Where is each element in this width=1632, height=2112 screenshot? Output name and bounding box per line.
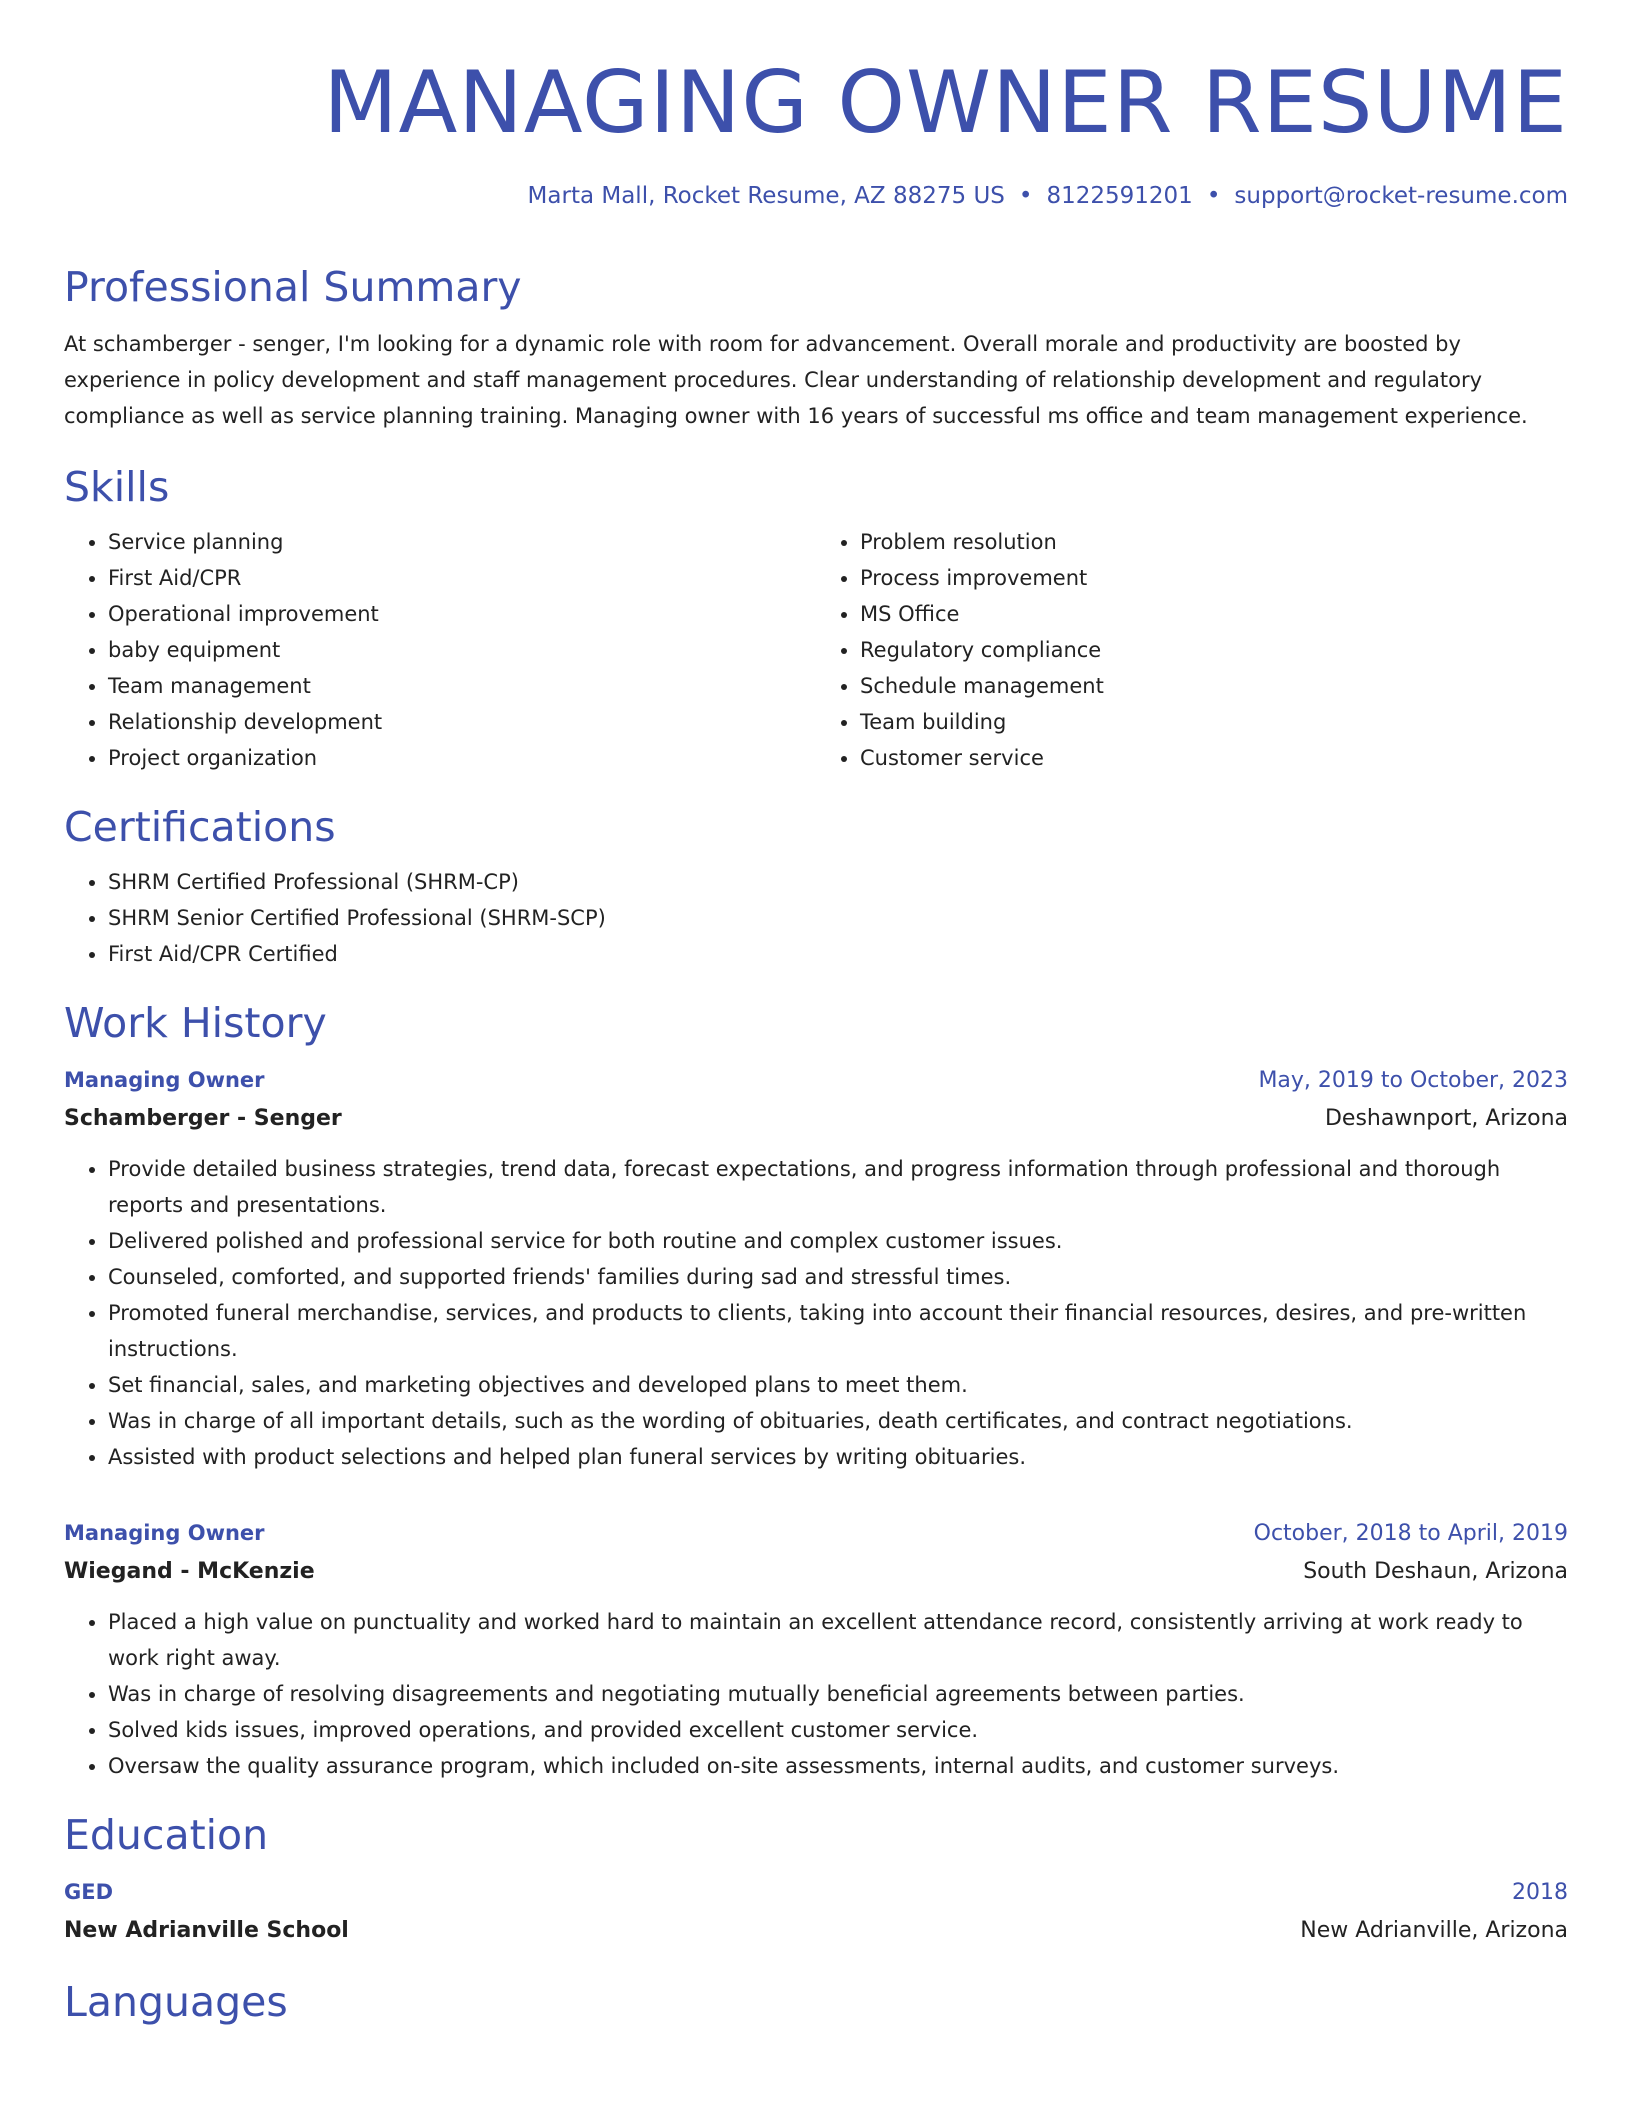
job-dates: October, 2018 to April, 2019 [1253, 1521, 1568, 1546]
skill-item: • Service planning [108, 524, 816, 560]
job-entry [64, 1515, 1568, 1784]
job-bullets [64, 1604, 1568, 1784]
job-bullet: • Was in charge of resolving disagreements and negotiating mutually beneficial agreements between parties. [108, 1676, 1568, 1712]
job-employer: Schamberger - Senger [64, 1106, 342, 1131]
job-employer-row [64, 1099, 1568, 1139]
job-title-row [64, 1062, 1568, 1099]
certifications-list [64, 864, 1568, 972]
education-year: 2018 [1512, 1880, 1568, 1905]
skills-columns [64, 516, 1568, 776]
section-heading-skills: Skills [64, 463, 170, 511]
education-degree-row [64, 1874, 1568, 1911]
job-bullet: • Counseled, comforted, and supported friends' families during sad and stressful times. [108, 1259, 1568, 1295]
certifications-section [64, 798, 1568, 972]
job-position: Managing Owner [64, 1521, 265, 1545]
skill-item: • Project organization [108, 740, 816, 776]
skill-item: • MS Office [860, 596, 1568, 632]
section-heading-languages: Languages [64, 1978, 288, 2026]
job-bullet: • Set financial, sales, and marketing objectives and developed plans to meet them. [108, 1367, 1568, 1403]
contact-email: support@rocket-resume.com [1234, 183, 1568, 209]
skill-item: • Problem resolution [860, 524, 1568, 560]
resume-title: MANAGING OWNER RESUME [323, 53, 1568, 153]
certification-item: • First Aid/CPR Certified [108, 936, 1568, 972]
job-employer: Wiegand - McKenzie [64, 1559, 315, 1584]
job-bullet: • Assisted with product selections and helped plan funeral services by writing obituaries. [108, 1439, 1568, 1475]
job-bullet: • Delivered polished and professional service for both routine and complex customer issues. [108, 1223, 1568, 1259]
education-entry [64, 1874, 1568, 1951]
contact-separator: • [1206, 183, 1221, 209]
job-dates: May, 2019 to October, 2023 [1258, 1068, 1568, 1093]
languages-section [64, 1973, 1568, 2031]
skill-item: • Customer service [860, 740, 1568, 776]
job-bullet: • Provide detailed business strategies, trend data, forecast expectations, and progress information through professional and thorough reports and presentations. [108, 1151, 1568, 1223]
resume-content [64, 258, 1568, 2045]
skills-section [64, 458, 1568, 776]
job-position: Managing Owner [64, 1068, 265, 1092]
section-heading-education: Education [64, 1811, 269, 1859]
certification-item: • SHRM Senior Certified Professional (SHRM-SCP) [108, 900, 1568, 936]
skill-item: • Relationship development [108, 704, 816, 740]
summary-section [64, 258, 1568, 434]
section-heading-work-history: Work History [64, 999, 327, 1047]
contact-separator: • [1018, 183, 1033, 209]
contact-address: Marta Mall, Rocket Resume, AZ 88275 US [527, 183, 1005, 209]
skill-item: • Process improvement [860, 560, 1568, 596]
job-bullet: • Was in charge of all important details, such as the wording of obituaries, death certificates, and contract negotiations. [108, 1403, 1568, 1439]
job-location: South Deshaun, Arizona [1303, 1559, 1568, 1584]
skill-item: • Operational improvement [108, 596, 816, 632]
education-school-row [64, 1911, 1568, 1951]
job-title-row [64, 1515, 1568, 1552]
certification-item: • SHRM Certified Professional (SHRM-CP) [108, 864, 1568, 900]
job-bullet: • Oversaw the quality assurance program, which included on-site assessments, internal audits, and customer surveys. [108, 1748, 1568, 1784]
job-location: Deshawnport, Arizona [1324, 1106, 1568, 1131]
education-location: New Adrianville, Arizona [1300, 1918, 1568, 1943]
job-bullet: • Solved kids issues, improved operations, and provided excellent customer service. [108, 1712, 1568, 1748]
contact-phone: 8122591201 [1046, 183, 1193, 209]
education-degree: GED [64, 1880, 114, 1904]
summary-text: At schamberger - senger, I'm looking for a dynamic role with room for advancement. Overall morale and productivity are boosted by experience in policy development and staff management procedures. Clear understanding of relationship development and regulatory compliance as well as service planning training. Managing owner with 16 years of successful ms office and team management experience. [64, 332, 1528, 428]
job-bullet: • Promoted funeral merchandise, services, and products to clients, taking into account their financial resources, desires, and pre-written instructions. [108, 1295, 1568, 1367]
job-bullet: • Placed a high value on punctuality and worked hard to maintain an excellent attendance record, consistently arriving at work ready to work right away. [108, 1604, 1568, 1676]
skill-item: • Schedule management [860, 668, 1568, 704]
skills-list-right [816, 524, 1568, 776]
education-section [64, 1806, 1568, 1951]
skill-item: • Regulatory compliance [860, 632, 1568, 668]
skills-list-left [64, 524, 816, 776]
work-history-section [64, 994, 1568, 1784]
skill-item: • Team building [860, 704, 1568, 740]
job-employer-row [64, 1552, 1568, 1592]
education-school: New Adrianville School [64, 1918, 349, 1943]
skill-item: • Team management [108, 668, 816, 704]
contact-line [528, 180, 1568, 212]
section-heading-summary: Professional Summary [64, 263, 522, 311]
section-heading-certifications: Certifications [64, 803, 336, 851]
job-bullets [64, 1151, 1568, 1475]
job-entry [64, 1062, 1568, 1475]
skill-item: • First Aid/CPR [108, 560, 816, 596]
skill-item: • baby equipment [108, 632, 816, 668]
